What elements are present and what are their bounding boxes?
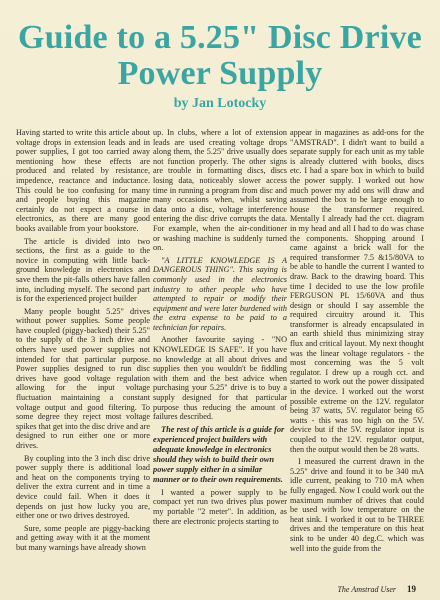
article-title xyxy=(0,20,440,92)
article-title-line-2: Power Supply xyxy=(117,55,323,92)
page-footer xyxy=(0,580,440,594)
paragraph: up. In clubs, where a lot of extension leads are used creating voltage drops along them, the 5.25" drive usually does not function properly. The other signs are trouble in formatting discs, discs losing data, noticeably slower access time in running a program from disc and many occasions when, whilst saving data onto a disc, voltage interference entering the disc drive corrupts the data. For example, when the air-conditioner or washing machine is suddenly turned on. xyxy=(153,128,287,253)
paragraph: appear in magazines as add-ons for the "AMSTRAD". I didn't want to build a separate supply for each unit as my table is already cluttered with books, discs etc. I had a spare box in which to build the power supply. I worked out how much power my add ons will draw and assumed the box to be large enough to house the transformer required. Mentally I already had the cct. diagram in my head and all I had to do was chase the components. Shopping around I came against a brick wall for the required transformer 7.5 &15/80VA to be able to handle the current I wanted to draw. Back to the drawing board. This time I decided to use the low profile FERGUSON PL 15/60VA and thus design or should I say assemble the required circuitry around it. This transformer is already encapsulated in an earth shield thus minimizing stray flux and critical layout. My next thought was the linear voltage regulators - the most concerning was the 5 volt regulator. I drew up a rough cct. and started to work out the power dissipated in the device. I worked out the worst possible extreme on the 12V. regulator being 37 watts, 5V. regulator being 65 watts - this was too high on the 5V. device but if the 5V. regulator input is coupled to the 12V. regulator output, then the output would then be 28 watts. xyxy=(290,128,424,454)
paragraph: Having started to write this article about voltage drops in extension leads and in power supplies, I got too carried away mentioning how these effects are produced and related by resistance, impedence, reactance and inductance. This could be too confusing for many and people buying this magazine certainly do not expect a course in electronics, as there are many good books available from your bookstore. xyxy=(16,128,150,233)
author-byline: by Jan Lotocky xyxy=(173,96,267,111)
section-intro: The rest of this article is a guide for experienced project builders with adequate knowledge in electronics should they wish to build their own power supply either in a similar manner or to their own requirements. xyxy=(153,424,285,484)
paragraph: By coupling into the 3 inch disc drive power supply there is additional load and heat on the components trying to deliver the extra current and in time a device could fail. When it does it depends on just how lucky you are, either one or two drives destroyed. xyxy=(16,453,150,521)
paragraph: I wanted a power supply to be compact yet run two drives plus power my portable "2 meter". In addition, as there are electronic projects starting to xyxy=(153,487,287,526)
text-column-1 xyxy=(16,128,150,568)
paragraph: Another favourite saying - "NO KNOWLEDGE IS SAFE". If you have no knowledge at all about drives and supplies then you wouldn't be fiddling with them and the best advice when purchasing your 5.25" drive is to buy a supply designed for that particular purpose thus reducing the amount of failures described. xyxy=(153,335,287,422)
article-title-line-1: Guide to a 5.25" Disc Drive xyxy=(18,19,422,56)
quote-paragraph: "A LITTLE KNOWLEDGE IS A DANGEROUS THING". This saying is commonly used in the electronics industry to other people who have attempted to repair or modify their equipment and were later burdened with the extra expense to be paid to a technician for repairs. xyxy=(153,255,287,332)
text-column-3 xyxy=(290,128,424,568)
paragraph: The article is divided into two sections, the first as a guide to the novice in computing with little back-ground knowledge in electronics and save them the pit-falls others have fallen into, including myself. The second part is for the experienced project builder xyxy=(16,236,150,304)
text-column-2 xyxy=(153,128,287,568)
paragraph: Sure, some people are piggy-backing and getting away with it at the moment but many warnings have already shown xyxy=(16,523,150,552)
paragraph: Many people bought 5.25" drives without power supplies. Some people have coupled (piggy-backed) their 5.25" to the supply of the 3 inch drive and others have used power supplies not intended for that particular purpose. Power supplies designed to run disc drives have good voltage regulation allowing for the input voltage fluctuation maintaining a constant voltage output and good filtering. To some degree they reject most voltage spikes that get into the disc drive and are designed to run either one or more drives. xyxy=(16,306,150,450)
publication-name: The Amstrad User xyxy=(337,585,396,594)
page-number: 19 xyxy=(407,584,416,594)
paragraph: I measured the current drawn in the 5.25" drive and found it to be 340 mA idle current, peaking to 710 mA when fully engaged. Now I could work out the maximum number of drives that could be used with low temperature on the heat sink. I worked it out to be THREE drives and the temperature on this heat sink to be under 40 deg.C. which was well into the guide from the xyxy=(290,457,424,553)
